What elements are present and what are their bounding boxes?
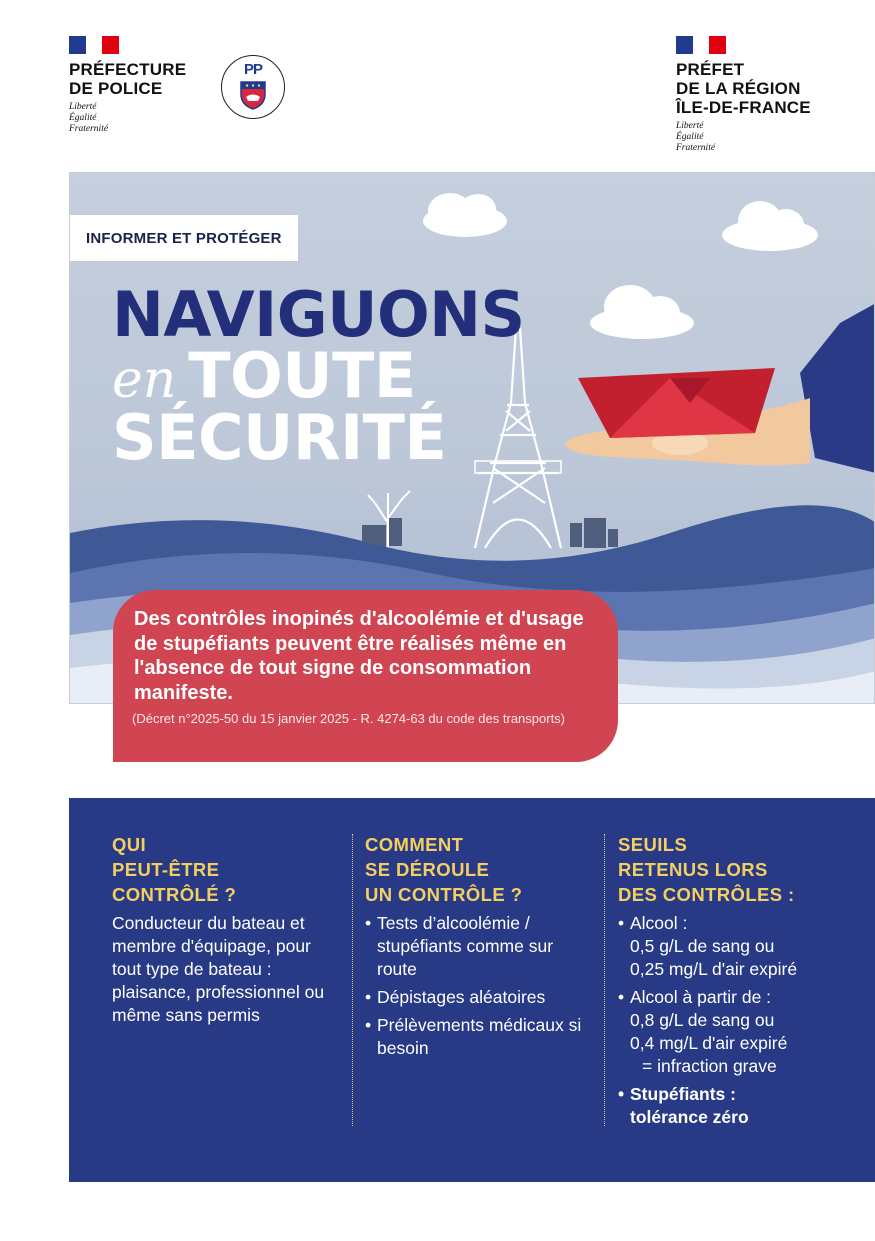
column-thresholds-list <box>618 912 858 1129</box>
column-divider <box>352 834 353 1126</box>
seal-letters: PP <box>243 61 262 78</box>
marianne-flag-icon <box>69 36 119 54</box>
list-item: • Dépistages aléatoires <box>365 986 590 1009</box>
column-who <box>112 832 337 1027</box>
list-item: • Tests d’alcoolémie / stupéfiants comme sur route <box>365 912 590 981</box>
sleeve <box>800 303 875 473</box>
headline <box>112 278 525 474</box>
column-how <box>365 832 590 1065</box>
notice-legal-reference: (Décret n°2025-50 du 15 janvier 2025 - R. 4274-63 du code des transports) <box>132 711 566 726</box>
category-tag: INFORMER ET PROTÉGER <box>70 215 298 261</box>
prefecture-seal-icon <box>221 55 285 119</box>
institution-name-line2: DE LA RÉGION <box>676 79 801 98</box>
list-item: • Alcool : 0,5 g/L de sang ou 0,25 mg/L d'air expiré <box>618 912 858 981</box>
list-item: • Alcool à partir de : 0,8 g/L de sang ou 0,4 mg/L d'air expiré = infraction grave <box>618 986 858 1078</box>
info-panel <box>69 798 875 1182</box>
list-item: • Stupéfiants : tolérance zéro <box>618 1083 858 1129</box>
motto: Liberté Égalité Fraternité <box>69 102 109 134</box>
marianne-flag-icon <box>676 36 726 54</box>
column-thresholds-title: SEUILS RETENUS LORS DES CONTRÔLES : <box>618 834 795 905</box>
column-how-list <box>365 912 590 1060</box>
column-who-title: QUI PEUT-ÊTRE CONTRÔLÉ ? <box>112 834 237 905</box>
motto: Liberté Égalité Fraternité <box>676 121 716 153</box>
column-how-title: COMMENT SE DÉROULE UN CONTRÔLE ? <box>365 834 523 905</box>
headline-toute: TOUTE <box>188 339 416 412</box>
headline-line1: NAVIGUONS <box>112 278 525 351</box>
institution-name-line3: ÎLE-DE-FRANCE <box>676 98 811 117</box>
column-divider <box>604 834 605 1126</box>
institution-name-line2: DE POLICE <box>69 79 163 98</box>
prefecture-police-logo <box>69 36 186 135</box>
headline-line3: SÉCURITÉ <box>112 401 447 474</box>
city-skyline <box>362 518 618 548</box>
column-thresholds <box>618 832 858 1134</box>
column-who-text: Conducteur du bateau et membre d'équipage, pour tout type de bateau : plaisance, professionnel ou même sans permis <box>112 913 325 1025</box>
institution-name-line1: PRÉFET <box>676 60 745 79</box>
headline-line2 <box>112 339 525 412</box>
headline-en: en <box>112 350 177 410</box>
paper-boat-icon <box>578 368 775 438</box>
paris-shield-icon <box>239 80 267 110</box>
notice-main-text: Des contrôles inopinés d'alcoolémie et d'usage de stupéfiants peuvent être réalisés même en l'absence de tout signe de consommation manifeste. <box>134 608 584 704</box>
list-item: • Prélèvements médicaux si besoin <box>365 1014 590 1060</box>
control-notice <box>113 590 618 762</box>
institution-name-line1: PRÉFECTURE <box>69 60 187 79</box>
prefet-region-logo <box>676 36 811 154</box>
